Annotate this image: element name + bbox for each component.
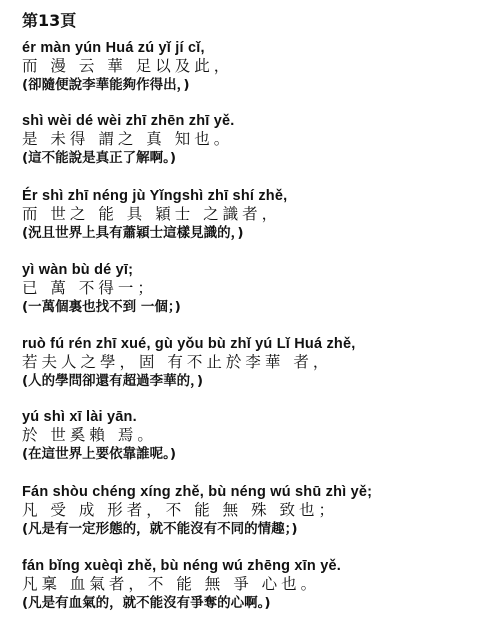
verse-3 [22, 188, 492, 242]
verse-7 [22, 484, 492, 538]
verse-hanzi: 是 未得 謂之 真 知也。 [22, 130, 234, 148]
verse-6 [22, 409, 492, 463]
verse-8 [22, 558, 492, 612]
verse-pinyin: fán bǐng xuèqì zhě, bù néng wú zhēng xīn yě. [22, 558, 341, 574]
verse-translation: (在這世界上要依靠誰呢。) [22, 446, 177, 462]
verse-pinyin: yì wàn bù dé yī; [22, 262, 134, 278]
verse-translation: (況且世界上具有蕭穎士這樣見識的，) [22, 225, 244, 241]
verse-1 [22, 40, 492, 94]
verse-translation: (凡是有一定形態的，就不能沒有不同的情趣；) [22, 521, 298, 537]
verse-translation: (這不能說是真正了解啊。) [22, 150, 177, 166]
verse-hanzi: 若夫人之學，固 有不止於李華 者， [22, 353, 333, 371]
verse-hanzi: 於 世奚賴 焉。 [22, 426, 157, 444]
verse-translation: (人的學問卻還有超過李華的，) [22, 373, 204, 389]
verse-pinyin: Ér shì zhī néng jù Yǐngshì zhī shí zhě, [22, 188, 288, 204]
verse-pinyin: Fán shòu chéng xíng zhě, bù néng wú shū zhì yě; [22, 484, 373, 500]
verse-hanzi: 凡 受 成 形者，不 能 無 殊 致也； [22, 501, 338, 519]
verse-5 [22, 336, 492, 390]
page-number-label: 第13頁 [22, 11, 77, 30]
verse-2 [22, 113, 492, 167]
verse-pinyin: shì wèi dé wèi zhī zhēn zhī yě. [22, 113, 235, 129]
verse-hanzi: 而 漫 云 華 足以及此， [22, 57, 234, 75]
verse-translation: (凡是有血氣的，就不能沒有爭奪的心啊。) [22, 595, 271, 611]
verse-hanzi: 已 萬 不得一； [22, 279, 157, 297]
verse-pinyin: ér màn yún Huá zú yǐ jí cǐ, [22, 40, 205, 56]
verse-pinyin: yú shì xī lài yān. [22, 409, 137, 425]
verse-4 [22, 262, 492, 316]
verse-hanzi: 而 世之 能 具 穎士 之識者， [22, 205, 282, 223]
verse-hanzi: 凡稟 血氣者，不 能 無 爭 心也。 [22, 575, 321, 593]
verse-translation: (一萬個裏也找不到 一個；) [22, 299, 181, 315]
verse-translation: (卻隨便說李華能夠作得出，) [22, 77, 190, 93]
verse-pinyin: ruò fú rén zhī xué, gù yǒu bù zhǐ yú Lǐ Huá zhě, [22, 336, 356, 352]
